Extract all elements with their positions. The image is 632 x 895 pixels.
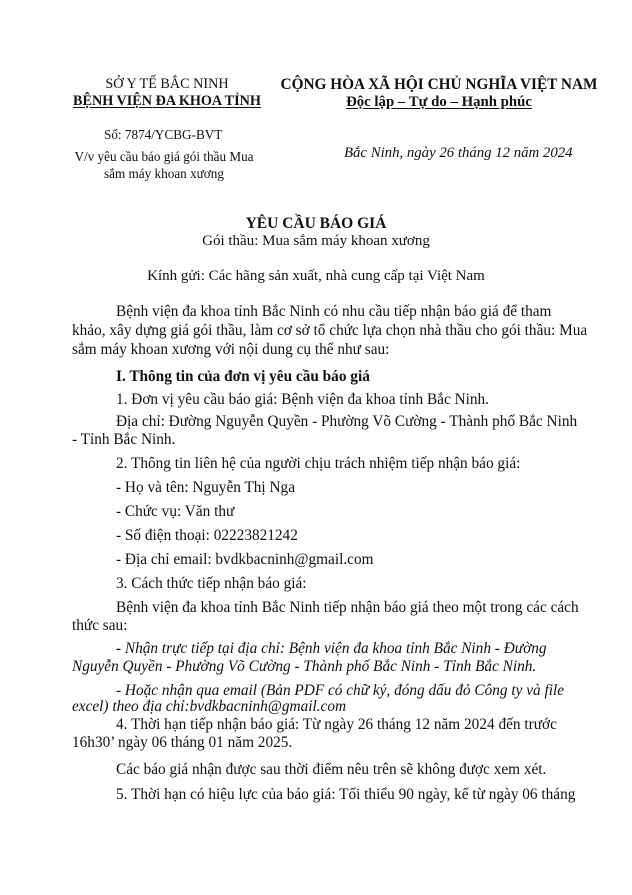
- late-submission-note: Các báo giá nhận được sau thời điểm nêu trên sẽ không được xem xét.: [116, 761, 547, 778]
- direct-receipt-line-2: Nguyễn Quyền - Phường Võ Cường - Thành phố Bắc Ninh - Tỉnh Bắc Ninh.: [72, 658, 537, 675]
- intro-line-3: sắm máy khoan xương với nội dung cụ thể như sau:: [72, 341, 390, 358]
- receipt-method-line-2: thức sau:: [72, 617, 128, 634]
- recipient-line: Kính gửi: Các hãng sản xuất, nhà cung cấp tại Việt Nam: [147, 268, 485, 284]
- contact-name: - Họ và tên: Nguyễn Thị Nga: [116, 479, 295, 496]
- deadline-line-2: 16h30’ ngày 06 tháng 01 năm 2025.: [72, 734, 293, 751]
- contact-position: - Chức vụ: Văn thư: [116, 503, 235, 520]
- contact-email: - Địa chỉ email: bvdkbacninh@gmail.com: [116, 551, 374, 568]
- place-date: Bắc Ninh, ngày 26 tháng 12 năm 2024: [344, 145, 573, 161]
- subject-line-1: V/v yêu cầu báo giá gói thầu Mua: [74, 149, 254, 164]
- intro-line-1: Bệnh viện đa khoa tỉnh Bắc Ninh có nhu cầu tiếp nhận báo giá để tham: [116, 303, 552, 320]
- document-subject: [56, 149, 272, 182]
- document-title: YÊU CẦU BÁO GIÁ: [245, 215, 387, 232]
- issuing-authority: SỞ Y TẾ BẮC NINH: [105, 76, 229, 92]
- deadline-line-1: 4. Thời hạn tiếp nhận báo giá: Từ ngày 26 tháng 12 năm 2024 đến trước: [116, 716, 557, 733]
- contact-heading: 2. Thông tin liên hệ của người chịu trách nhiệm tiếp nhận báo giá:: [116, 455, 521, 472]
- document-number: Số: 7874/YCBG-BVT: [104, 127, 223, 142]
- intro-line-2: khảo, xây dựng giá gói thầu, làm cơ sở tổ chức lựa chọn nhà thầu cho gói thầu: Mua: [72, 322, 588, 339]
- receipt-method-line-1: Bệnh viện đa khoa tỉnh Bắc Ninh tiếp nhận báo giá theo một trong các cách: [116, 599, 579, 616]
- package-name: Gói thầu: Mua sắm máy khoan xương: [202, 233, 430, 249]
- requesting-unit: 1. Đơn vị yêu cầu báo giá: Bệnh viện đa khoa tỉnh Bắc Ninh.: [116, 391, 490, 408]
- validity-line: 5. Thời hạn có hiệu lực của báo giá: Tối thiểu 90 ngày, kể từ ngày 06 tháng: [116, 786, 576, 803]
- address-line-2: - Tỉnh Bắc Ninh.: [72, 431, 176, 448]
- receipt-method-heading: 3. Cách thức tiếp nhận báo giá:: [116, 575, 307, 592]
- national-motto: Độc lập – Tự do – Hạnh phúc: [346, 94, 532, 110]
- email-receipt-line-1: - Hoặc nhận qua email (Bản PDF có chữ ký, đóng dấu đỏ Công ty và file: [116, 682, 565, 699]
- direct-receipt-line-1: - Nhận trực tiếp tại địa chỉ: Bệnh viện đa khoa tỉnh Bắc Ninh - Đường: [116, 640, 547, 657]
- email-receipt-line-2: excel) theo địa chỉ:bvdkbacninh@gmail.com: [72, 698, 347, 715]
- address-line-1: Địa chỉ: Đường Nguyễn Quyền - Phường Võ Cường - Thành phố Bắc Ninh: [116, 413, 578, 430]
- contact-phone: - Số điện thoại: 02223821242: [116, 527, 298, 544]
- subject-line-2: sắm máy khoan xương: [104, 166, 224, 181]
- national-title: CỘNG HÒA XÃ HỘI CHỦ NGHĨA VIỆT NAM: [280, 76, 598, 93]
- section-heading: I. Thông tin của đơn vị yêu cầu báo giá: [116, 368, 370, 385]
- issuing-unit: BỆNH VIỆN ĐA KHOA TỈNH: [73, 93, 261, 109]
